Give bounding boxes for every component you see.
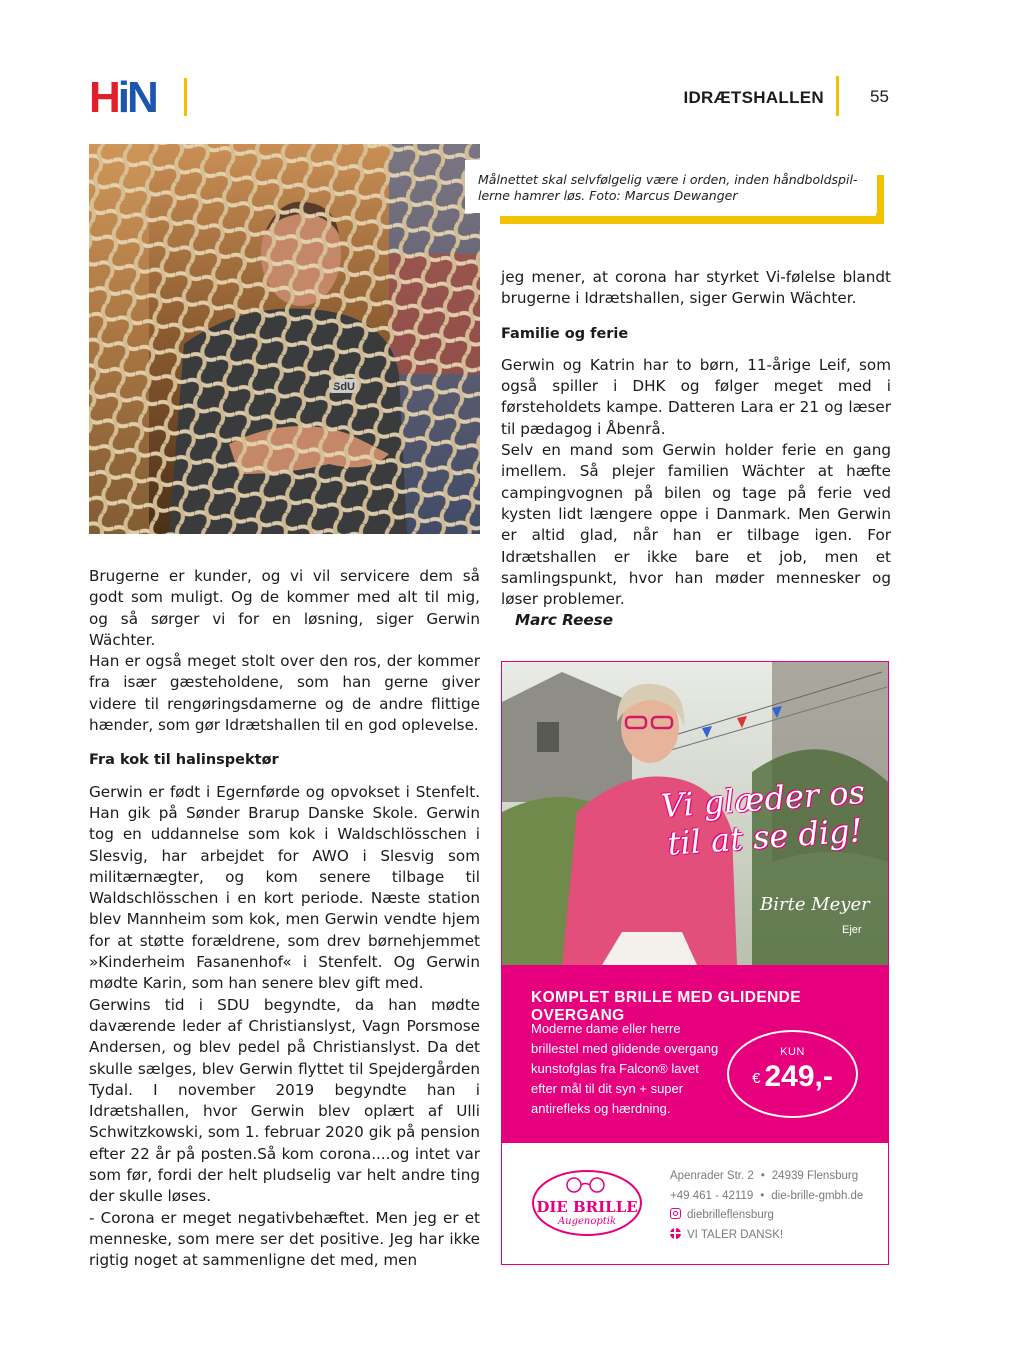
- logo-letter-i: i: [117, 73, 128, 122]
- price-amount: 249,-: [764, 1060, 833, 1093]
- danish-flag-icon: [670, 1228, 681, 1239]
- paragraph: Brugerne er kunder, og vi vil servicere dem så godt som muligt. Og de kommer med alt til mig, og så sørger vi for en løsning, siger Gerwin Wächter.: [89, 567, 480, 649]
- paragraph: - Corona er meget negativbehæftet. Men jeg er et menneske, som mere ser det positive. Jeg har ikke rigtig noget at sammenligne det med, men: [89, 1208, 480, 1270]
- ad-slogan-line2: til at se dig!: [666, 811, 864, 863]
- paragraph: Gerwins tid i SDU begyndte, da han mødte daværende leder af Christianslyst, Vagn Porsmose Andersen, og blev pedel på Christianslyst. Da det skulle sælges, blev Gerwin flyttet til Spejdergården Tydal. I november 2019 begyndte han i Idrætshallen, hvor Gerwin blev oplært af Ulli Schwitzkowski, som 1. februar 2020 gik på pension efter 22 år på posten.Så kom corona....og intet var som før, fordi der helt pludselig var helt andre ting der skulle løses.: [89, 995, 480, 1206]
- advertisement[interactable]: [501, 661, 889, 1265]
- ad-photo: [502, 662, 888, 965]
- die-brille-logo: [529, 1167, 645, 1239]
- ad-contact: Apenrader Str. 2 • 24939 Flensburg +49 461 - 42119 • die-brille-gmbh.de diebrilleflensburg VI TALER DANSK!: [670, 1170, 864, 1241]
- price-badge: [727, 1030, 858, 1118]
- price-label: KUN: [780, 1046, 805, 1058]
- ad-role: Ejer: [842, 924, 862, 936]
- article-left-column: [89, 566, 480, 1272]
- ad-slogan-line1: Vi glæder os: [659, 772, 867, 826]
- paragraph: Gerwin og Katrin har to børn, 11-årige Leif, som også spiller i DHK og følger meget med i førsteholdets kampe. Datteren Lara er 21 og læser til pædagog i Åbenrå.: [501, 355, 891, 438]
- subheading: Familie og ferie: [501, 325, 629, 342]
- price-value: [729, 1060, 856, 1094]
- ad-offer-title: KOMPLET BRILLE MED GLIDENDE OVERGANG: [531, 989, 801, 1024]
- section-title: IDRÆTSHALLEN: [683, 88, 824, 107]
- instagram-icon: [670, 1208, 681, 1219]
- website-link[interactable]: die-brille-gmbh.de: [771, 1189, 864, 1202]
- photo-caption: Målnettet skal selvfølgelig være i orden, inden håndboldspil-lerne hamrer løs. Foto: Marcus Dewanger: [478, 172, 858, 203]
- instagram-handle[interactable]: diebrilleflensburg: [687, 1209, 774, 1221]
- hin-logo: [89, 73, 156, 122]
- article-photo: [89, 144, 480, 534]
- paragraph: jeg mener, at corona har styrket Vi-følelse blandt brugerne i Idrætshallen, siger Gerwin Wächter.: [501, 268, 891, 308]
- paragraph: Gerwin er født i Egernførde og opvokset i Stenfelt. Han gik på Sønder Brarup Danske Skole. Gerwin tog en uddannelse som kok i Waldschlösschen i Slesvig, har arbejdet for AWO i Slesvig som militærnægter, og kom senere tilbage til Waldschlösschen i en kort periode. Næste station blev Mannheim som kok, men Gerwin vendte hjem for at støtte forældrene, som drev børnehjemmet »Kinderheim Fasanenhof« i Stenfelt. Og Gerwin mødte Karin, som han senere blev gift med.: [89, 782, 480, 993]
- header-divider-right: [836, 76, 839, 116]
- ad-signature: Birte Meyer: [760, 894, 870, 915]
- article-right-column: [501, 267, 891, 632]
- author-byline: Marc Reese: [515, 611, 614, 630]
- page-number: 55: [870, 87, 889, 106]
- city: 24939 Flensburg: [771, 1170, 859, 1182]
- address: Apenrader Str. 2: [670, 1170, 754, 1182]
- language-note: VI TALER DANSK!: [687, 1228, 784, 1241]
- photo-man-behind-net: [89, 144, 480, 534]
- phone[interactable]: +49 461 - 42119: [670, 1189, 754, 1202]
- brand-name: DIE BRILLE: [536, 1198, 638, 1216]
- header-divider-left: [184, 78, 187, 116]
- subheading: Fra kok til halinspektør: [89, 752, 279, 769]
- brand-subtitle: Augenoptik: [557, 1216, 617, 1227]
- logo-letter-h: H: [89, 73, 118, 122]
- logo-letter-n: N: [127, 73, 156, 122]
- paragraph: Selv en mand som Gerwin holder ferie en gang imellem. Så plejer familien Wächter at hæfte campingvognen på bilen og tage på ferie ved kysten lidt længere oppe i Danmark. Men Gerwin er altid glad, når han er tilbage igen. For Idrætshallen er ikke bare et job, men et samlingspunkt, hvor han møder mennesker og løser problemer.: [501, 441, 891, 609]
- ad-offer-text: Moderne dame eller herre brillestel med glidende overgang kunstofglas fra Falcon® lavet efter mål til dit syn + super antirefleks og hærdning.: [531, 1021, 719, 1116]
- paragraph: Han er også meget stolt over den ros, der kommer fra især gæsteholdene, som han gerne giver videre til rengøringsdamerne og de andre flittige hænder, som gør Idrætshallen til en god oplevelse.: [89, 652, 480, 735]
- currency-symbol: €: [752, 1070, 761, 1087]
